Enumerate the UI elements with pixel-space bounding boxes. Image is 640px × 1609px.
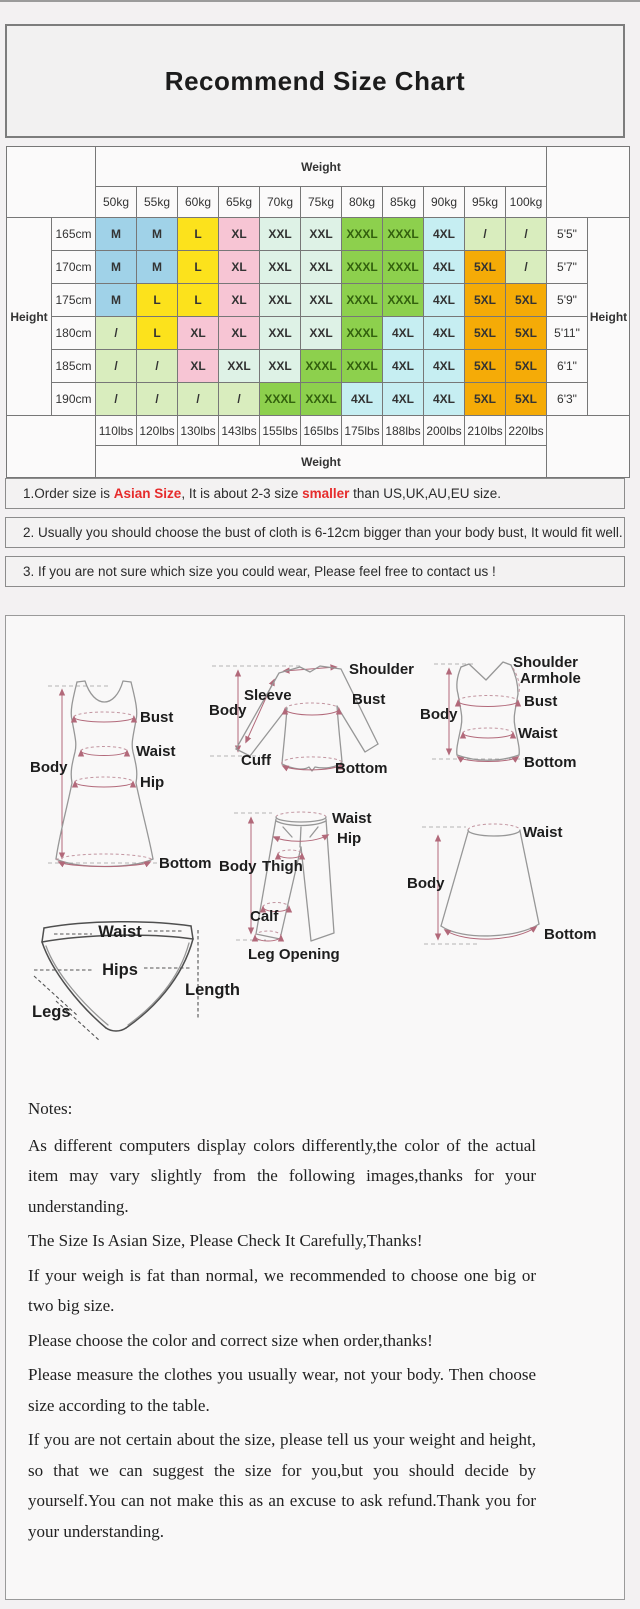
size-cell: XXXL [383, 284, 424, 317]
briefs-waist-label: Waist [98, 923, 142, 941]
size-cell: 4XL [424, 350, 465, 383]
corner-cell [7, 147, 96, 218]
pants-diagram [219, 810, 371, 963]
height-cm: 190cm [52, 383, 96, 416]
size-cell: L [178, 284, 219, 317]
size-cell: XL [219, 251, 260, 284]
notes-paragraph: Please choose the color and correct size when order,thanks! [28, 1330, 433, 1350]
pants-hip-label: Hip [337, 830, 362, 847]
size-cell: L [178, 218, 219, 251]
kg-header: 90kg [424, 187, 465, 218]
shirt-bottom-label: Bottom [335, 760, 388, 777]
kg-header: 70kg [260, 187, 301, 218]
dress-waist-label: Waist [136, 743, 176, 760]
height-label-right: Height [588, 218, 630, 416]
notice-segment: 1.Order size is [23, 486, 114, 501]
lbs-footer: 165lbs [301, 416, 342, 446]
kg-header: 65kg [219, 187, 260, 218]
size-cell: XXL [301, 284, 342, 317]
size-cell: / [137, 350, 178, 383]
height-ft: 5'5" [547, 218, 588, 251]
shirt-body-label: Body [209, 702, 247, 719]
size-cell: / [506, 251, 547, 284]
size-cell: / [137, 383, 178, 416]
skirt-diagram [407, 824, 597, 944]
size-table [6, 146, 630, 478]
size-cell: M [96, 284, 137, 317]
shirt-bust-label: Bust [352, 691, 386, 708]
size-cell: / [219, 383, 260, 416]
weight-footer: Weight [96, 446, 547, 478]
weight-header: Weight [96, 147, 547, 187]
size-cell: XXL [301, 218, 342, 251]
size-cell: / [96, 383, 137, 416]
size-cell: XXL [219, 350, 260, 383]
notes-paragraph: If you are not certain about the size, please tell us your weight and height, so that we can suggest the size for you,but you should decide by yourself.You can not make this as an excuse to ask refund.Thank you for your understanding. [28, 1430, 536, 1541]
lbs-footer: 120lbs [137, 416, 178, 446]
kg-header: 80kg [342, 187, 383, 218]
top-edge-line [0, 0, 640, 2]
size-cell: 4XL [383, 350, 424, 383]
measure-guide-box [5, 615, 625, 1600]
size-cell: XXL [260, 317, 301, 350]
size-cell: XXXL [342, 251, 383, 284]
size-cell: XL [219, 284, 260, 317]
size-cell: XXL [260, 251, 301, 284]
shirt-cuff-label: Cuff [241, 752, 271, 769]
size-cell: XXXL [301, 350, 342, 383]
size-cell: M [96, 251, 137, 284]
tank-shoulder-label: Shoulder [513, 654, 579, 671]
size-cell: / [465, 218, 506, 251]
lbs-footer: 200lbs [424, 416, 465, 446]
corner-cell [7, 416, 96, 478]
size-cell: / [178, 383, 219, 416]
skirt-waist-label: Waist [523, 824, 563, 841]
size-cell: XXXL [342, 218, 383, 251]
size-cell: XXXL [342, 317, 383, 350]
size-cell: 4XL [383, 317, 424, 350]
kg-header: 50kg [96, 187, 137, 218]
height-ft: 6'1" [547, 350, 588, 383]
measure-diagrams [6, 616, 624, 1066]
size-cell: 5XL [465, 251, 506, 284]
size-cell: L [137, 317, 178, 350]
skirt-bottom-label: Bottom [544, 926, 597, 943]
size-cell: 4XL [424, 251, 465, 284]
kg-header: 95kg [465, 187, 506, 218]
size-cell: 5XL [465, 383, 506, 416]
size-cell: XXXL [301, 383, 342, 416]
dress-bust-label: Bust [140, 709, 174, 726]
lbs-footer: 130lbs [178, 416, 219, 446]
size-cell: 4XL [424, 383, 465, 416]
title-box [5, 24, 625, 138]
size-cell: 5XL [506, 317, 547, 350]
size-cell: XL [219, 218, 260, 251]
height-cm: 180cm [52, 317, 96, 350]
size-cell: 5XL [465, 284, 506, 317]
size-cell: 5XL [465, 350, 506, 383]
size-cell: XL [219, 317, 260, 350]
notice-row-3 [5, 556, 625, 587]
size-cell: M [96, 218, 137, 251]
notice-red-smaller: smaller [302, 486, 350, 501]
size-cell: / [506, 218, 547, 251]
notes-heading: Notes: [28, 1099, 73, 1118]
dress-diagram [30, 681, 212, 872]
size-cell: / [96, 350, 137, 383]
notice-red-asian-size: Asian Size [113, 486, 182, 501]
size-cell: XL [178, 350, 219, 383]
height-ft: 5'9" [547, 284, 588, 317]
skirt-body-label: Body [407, 875, 445, 892]
size-cell: 4XL [424, 284, 465, 317]
size-cell: L [178, 251, 219, 284]
kg-header: 100kg [506, 187, 547, 218]
notes-paragraph: Please measure the clothes you usually wear, not your body. Then choose size according to the table. [28, 1365, 536, 1415]
lbs-footer: 155lbs [260, 416, 301, 446]
height-ft: 5'11" [547, 317, 588, 350]
height-cm: 185cm [52, 350, 96, 383]
height-label-left: Height [7, 218, 52, 416]
tank-body-label: Body [420, 706, 458, 723]
notes-paragraph: The Size Is Asian Size, Please Check It Carefully,Thanks! [28, 1231, 423, 1250]
lbs-footer: 143lbs [219, 416, 260, 446]
notice-segment: than US,UK,AU,EU size. [349, 486, 501, 501]
tank-waist-label: Waist [518, 725, 558, 742]
height-ft: 5'7" [547, 251, 588, 284]
size-cell: XXL [260, 350, 301, 383]
pants-body-label: Body [219, 858, 257, 875]
lbs-footer: 220lbs [506, 416, 547, 446]
tank-armhole-label: Armhole [520, 670, 581, 687]
pants-waist-label: Waist [332, 810, 372, 827]
notes-paragraph: As different computers display colors differently,the color of the actual item may vary slightly from the following images,thanks for your understanding. [28, 1135, 536, 1216]
kg-header: 75kg [301, 187, 342, 218]
size-cell: 5XL [506, 383, 547, 416]
shirt-sleeve-label: Sleeve [244, 687, 292, 704]
notice-text [23, 486, 501, 501]
notes-paragraph: If your weigh is fat than normal, we recommended to choose one big or two big size. [28, 1265, 536, 1315]
size-cell: 5XL [506, 350, 547, 383]
size-cell: XXL [260, 218, 301, 251]
pants-leg-opening-label: Leg Opening [248, 946, 340, 963]
size-cell: M [137, 218, 178, 251]
corner-cell [547, 147, 630, 218]
kg-header: 55kg [137, 187, 178, 218]
height-cm: 175cm [52, 284, 96, 317]
size-cell: XXL [301, 251, 342, 284]
tank-diagram [420, 654, 581, 771]
kg-header: 85kg [383, 187, 424, 218]
notice-text: 2. Usually you should choose the bust of cloth is 6-12cm bigger than your body bust, It would fit well. [23, 525, 623, 540]
briefs-legs-label: Legs [32, 1003, 71, 1021]
size-cell: 4XL [424, 317, 465, 350]
height-cm: 165cm [52, 218, 96, 251]
size-cell: 5XL [465, 317, 506, 350]
size-cell: XXXL [383, 218, 424, 251]
size-cell: XXL [260, 284, 301, 317]
dress-hip-label: Hip [140, 774, 165, 791]
size-cell: XXXL [342, 350, 383, 383]
size-cell: 4XL [383, 383, 424, 416]
size-cell: M [137, 251, 178, 284]
height-cm: 170cm [52, 251, 96, 284]
dress-bottom-label: Bottom [159, 855, 212, 872]
pants-thigh-label: Thigh [262, 858, 303, 875]
briefs-diagram [32, 922, 240, 1041]
lbs-footer: 188lbs [383, 416, 424, 446]
size-cell: 4XL [424, 218, 465, 251]
size-cell: XXXL [342, 284, 383, 317]
dress-body-label: Body [30, 759, 68, 776]
notice-row-2 [5, 517, 625, 548]
shirt-diagram [209, 661, 414, 777]
briefs-hips-label: Hips [102, 961, 138, 979]
lbs-footer: 175lbs [342, 416, 383, 446]
lbs-footer: 110lbs [96, 416, 137, 446]
bottom-notes [28, 1094, 536, 1551]
corner-cell [547, 416, 630, 478]
lbs-footer: 210lbs [465, 416, 506, 446]
size-cell: 5XL [506, 284, 547, 317]
pants-calf-label: Calf [250, 908, 279, 925]
tank-bust-label: Bust [524, 693, 558, 710]
page-title: Recommend Size Chart [164, 65, 466, 96]
size-cell: XXL [301, 317, 342, 350]
notice-row-1 [5, 478, 625, 509]
notice-text: 3. If you are not sure which size you could wear, Please feel free to contact us ! [23, 564, 496, 579]
size-cell: 4XL [342, 383, 383, 416]
kg-header: 60kg [178, 187, 219, 218]
tank-bottom-label: Bottom [524, 754, 577, 771]
size-cell: XXXL [383, 251, 424, 284]
briefs-length-label: Length [185, 981, 240, 999]
size-cell: / [96, 317, 137, 350]
height-ft: 6'3" [547, 383, 588, 416]
size-cell: XL [178, 317, 219, 350]
size-cell: XXXL [260, 383, 301, 416]
size-cell: L [137, 284, 178, 317]
shirt-shoulder-label: Shoulder [349, 661, 415, 678]
notice-segment: , It is about 2-3 size [181, 486, 303, 501]
